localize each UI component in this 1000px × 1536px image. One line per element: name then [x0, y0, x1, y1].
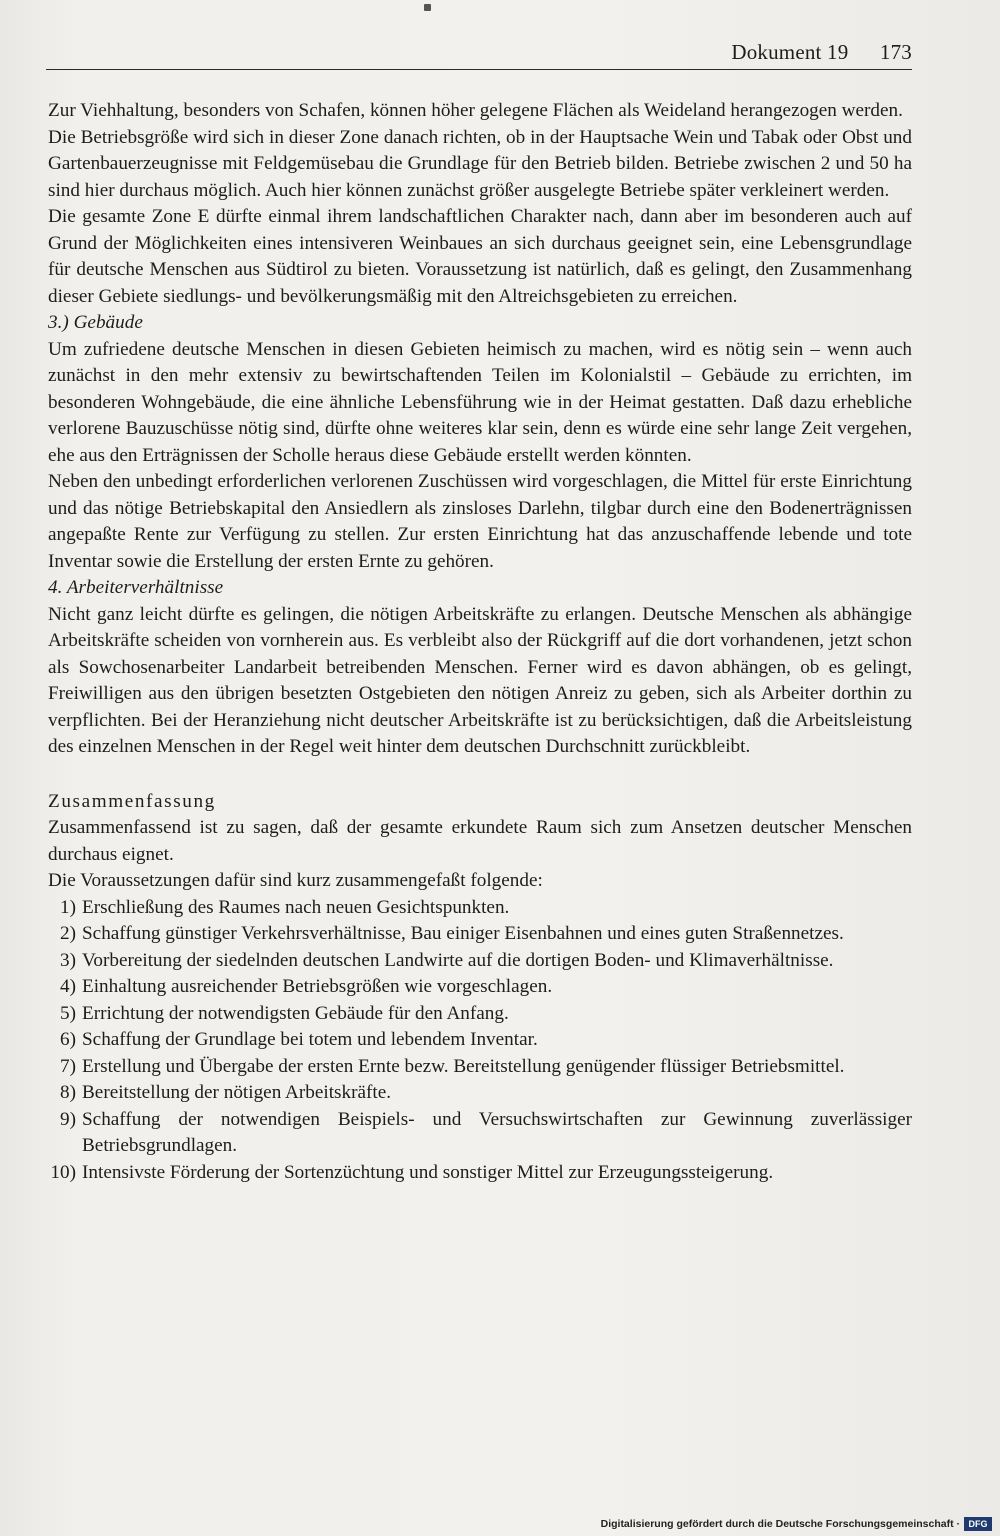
running-header [731, 40, 912, 65]
list-text: Schaffung günstiger Verkehrsverhältnisse, Bau einiger Eisenbahnen und eines guten Straßennetzes. [82, 923, 844, 944]
list-number: 1) [60, 896, 76, 918]
page-number: 173 [879, 40, 912, 64]
list-number: 8) [60, 1082, 76, 1103]
list-item [48, 948, 912, 975]
paragraph: Die gesamte Zone E dürfte einmal ihrem landschaftlichen Charakter nach, dann aber im besonderen auch auf Grund der Möglichkeiten eines intensiveren Weinbaues an sich durchaus geeignet sein, eine Lebensgrundlage für deutsche Menschen aus Südtirol zu bieten. Voraussetzung ist natürlich, daß es gelingt, den Zusammenhang dieser Gebiete siedlungs- und bevölkerungsmäßig mit den Altreichsgebieten zu erreichen. [48, 206, 912, 307]
paragraph: Neben den unbedingt erforderlichen verlorenen Zuschüssen wird vorgeschlagen, die Mittel für erste Einrichtung und das nötige Betriebskapital den Ansiedlern als zinsloses Darlehn, tilgbar durch eine den Bodenerträgnissen angepaßte Rente zur Verfügung zu stellen. Zur ersten Einrichtung hat das anzuschaffende lebende und tote Inventar sowie die Erstellung der ersten Ernte zu gehören. [48, 471, 912, 572]
paragraph: Zusammenfassend ist zu sagen, daß der gesamte erkundete Raum sich zum Ansetzen deutscher Menschen durchaus eignet. [48, 817, 912, 865]
list-item [48, 1027, 912, 1054]
list-number: 2) [60, 923, 76, 944]
paragraph: Um zufriedene deutsche Menschen in diesen Gebieten heimisch zu machen, wird es nötig sein – wenn auch zunächst in den mehr extensiv zu bewirtschaftenden Teilen im Kolonialstil – Gebäude zu errichten, im besonderen Wohngebäude, die eine ähnliche Lebensführung wie in der Heimat gestatten. Daß dazu erhebliche verlorene Bauzuschüsse nötig sind, dürfte ohne weiteres klar sein, denn es würde eine sehr lange Zeit vergehen, ehe aus den Erträgnissen der Scholle heraus diese Gebäude erstellt werden könnten. [48, 338, 912, 466]
header-rule [46, 69, 912, 70]
summary-heading: Zusammenfassung [48, 790, 216, 812]
section-heading-arbeiter: 4. Arbeiterverhältnisse [48, 577, 224, 598]
list-number: 6) [60, 1029, 76, 1050]
list-item [48, 1001, 912, 1028]
list-text: Einhaltung ausreichender Betriebsgrößen wie vorgeschlagen. [82, 976, 553, 997]
list-text: Erschließung des Raumes nach neuen Gesichtspunkten. [82, 896, 510, 918]
list-item [48, 1160, 912, 1187]
body-text [48, 98, 912, 1186]
list-number: 5) [60, 1002, 76, 1024]
dfg-logo: DFG [964, 1517, 992, 1531]
list-number: 3) [60, 949, 76, 971]
list-item [48, 921, 912, 948]
list-item [48, 895, 912, 922]
paragraph: Zur Viehhaltung, besonders von Schafen, können höher gelegene Flächen als Weideland herangezogen werden. [48, 100, 903, 121]
list-number: 7) [60, 1055, 76, 1077]
list-text: Schaffung der notwendigen Beispiels- und Versuchswirtschaften zur Gewinnung zuverlässiger Betriebsgrundlagen. [82, 1108, 912, 1156]
list-text: Intensivste Förderung der Sortenzüchtung und sonstiger Mittel zur Erzeugungssteigerung. [82, 1161, 774, 1183]
section-heading-gebaeude: 3.) Gebäude [48, 312, 143, 333]
list-number: 4) [60, 976, 76, 997]
funding-note: Digitalisierung gefördert durch die Deutsche Forschungsgemeinschaft · [600, 1518, 960, 1530]
list-text: Errichtung der notwendigsten Gebäude für den Anfang. [82, 1002, 509, 1024]
paragraph: Die Betriebsgröße wird sich in dieser Zone danach richten, ob in der Hauptsache Wein und Tabak oder Obst und Gartenbauerzeugnisse mit Feldgemüsebau die Grundlage für den Betrieb bilden. Betriebe zwischen 2 und 50 ha sind hier durchaus möglich. Auch hier können zunächst größer ausgelegte Betriebe später verkleinert werden. [48, 126, 912, 201]
scan-speck [424, 4, 431, 11]
summary-list [48, 895, 912, 1187]
list-item [48, 1054, 912, 1081]
list-text: Schaffung der Grundlage bei totem und lebendem Inventar. [82, 1029, 538, 1050]
list-item [48, 974, 912, 1001]
list-text: Erstellung und Übergabe der ersten Ernte bezw. Bereitstellung genügender flüssiger Betriebsmittel. [82, 1055, 845, 1077]
list-text: Vorbereitung der siedelnden deutschen Landwirte auf die dortigen Boden- und Klimaverhältnisse. [82, 949, 834, 971]
list-item [48, 1080, 912, 1107]
list-number: 9) [60, 1108, 76, 1130]
list-number: 10) [50, 1161, 76, 1183]
paragraph: Nicht ganz leicht dürfte es gelingen, die nötigen Arbeitskräfte zu erlangen. Deutsche Menschen als abhängige Arbeitskräfte scheiden von vornherein aus. Es verbleibt also der Rückgriff auf die dort vorhandenen, jetzt schon als Sowchosenarbeiter Landarbeit betreibenden Menschen. Ferner wird es davon abhängen, ob es gelingt, Freiwilligen aus den übrigen besetzten Ostgebieten den nötigen Anreiz zu geben, sich als Arbeiter dorthin zu verpflichten. Bei der Heranziehung nicht deutscher Arbeitskräfte ist zu berücksichtigen, daß die Arbeitsleistung des einzelnen Menschen in der Regel weit hinter dem deutschen Durchschnitt zurückbleibt. [48, 603, 912, 757]
document-label: Dokument 19 [731, 40, 849, 64]
paragraph: Die Voraussetzungen dafür sind kurz zusammengefaßt folgende: [48, 870, 543, 891]
list-item [48, 1107, 912, 1160]
list-text: Bereitstellung der nötigen Arbeitskräfte. [82, 1082, 392, 1103]
